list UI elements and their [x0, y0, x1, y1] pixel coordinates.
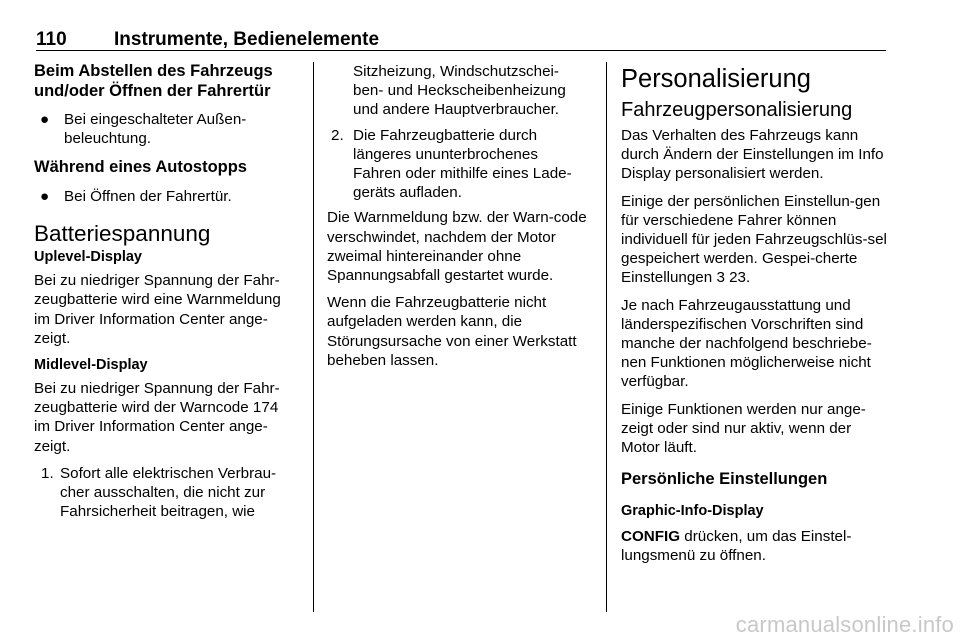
watermark: carmanualsonline.info [735, 612, 954, 637]
column-2 [327, 62, 589, 378]
heading-abstellen: Beim Abstellen des Fahrzeugs und/oder Öffnen der Fahrertür [34, 62, 273, 100]
column-divider-2 [606, 62, 607, 612]
step-number: 2. [331, 126, 344, 144]
heading-fahrzeugpersonalisierung: Fahrzeugpersonalisierung [621, 99, 853, 121]
config-key-label: CONFIG [621, 527, 681, 545]
list-item [34, 110, 296, 148]
paragraph-einstellungen [621, 192, 891, 288]
paragraph-intro: Das Verhalten des Fahrzeugs kann durch Ändern der Einstellungen im Info Display personalisiert werden. [621, 127, 884, 183]
list-item [34, 187, 296, 206]
bullet-icon: ● [40, 187, 50, 205]
bullet-text: Bei Öffnen der Fahrertür. [64, 187, 232, 205]
config-text: drücken, um das Einstel-lungsmenü zu öffnen. [621, 527, 852, 564]
column-divider-1 [313, 62, 314, 612]
list-item-continued [327, 62, 589, 120]
bullet-icon: ● [40, 111, 50, 128]
paragraph-uplevel: Bei zu niedriger Spannung der Fahr-zeugbatterie wird eine Warnmeldung im Driver Information Center ange-zeigt. [34, 272, 281, 347]
paragraph-warnmeldung: Die Warnmeldung bzw. der Warn-code verschwindet, nachdem der Motor zweimal hintereinander ohne Spannungsabfall gestartet wurde. [327, 209, 587, 285]
heading-autostopp: Während eines Autostopps [34, 158, 247, 177]
subheading-midlevel: Midlevel-Display [34, 356, 148, 373]
page-header [36, 30, 886, 50]
subheading-graphic-info-display: Graphic-Info-Display [621, 502, 764, 519]
paragraph-ausstattung: Je nach Fahrzeugausstattung und länderspezifischen Vorschriften sind manche der nachfolgend beschriebe-nen Funktionen möglicherweise nicht verfügbar. [621, 296, 872, 391]
list-item [327, 126, 589, 203]
bullet-text: Bei eingeschalteter Außen-beleuchtung. [64, 111, 247, 148]
paragraph-werkstatt: Wenn die Fahrzeugbatterie nicht aufgeladen werden kann, die Störungsursache von einer Werkstatt beheben lassen. [327, 294, 577, 369]
step-text: Die Fahrzeugbatterie durch längeres ununterbrochenes Fahren oder mithilfe eines Lade-geräts aufladen. [353, 126, 572, 202]
header-rule [36, 50, 886, 51]
subheading-uplevel: Uplevel-Display [34, 249, 142, 266]
paragraph-funktionen: Einige Funktionen werden nur ange-zeigt oder sind nur aktiv, wenn der Motor läuft. [621, 400, 866, 457]
list-item [34, 464, 296, 522]
page-title: Instrumente, Bedienelemente [114, 29, 380, 50]
heading-personalisierung: Personalisierung [621, 65, 811, 93]
paragraph-text: Einige der persönlichen Einstellun-gen für verschiedene Fahrer können individuell für jeden Fahrzeugschlüs-sel gespeichert werden. Gespei-cherte Einstellungen [621, 192, 887, 287]
paragraph-midlevel: Bei zu niedriger Spannung der Fahr-zeugbatterie wird der Warncode 174 im Driver Information Center ange-zeigt. [34, 379, 280, 455]
column-1 [34, 62, 296, 521]
step-number: 1. [41, 464, 54, 482]
step-text: Sofort alle elektrischen Verbrau-cher ausschalten, die nicht zur Fahrsicherheit beitragen, wie [60, 464, 277, 521]
page-number: 110 [36, 29, 67, 50]
step-text: Sitzheizung, Windschutzschei-ben- und Heckscheibenheizung und andere Hauptverbraucher. [353, 63, 566, 119]
heading-persoenliche-einstellungen: Persönliche Einstellungen [621, 470, 828, 489]
column-3 [621, 62, 891, 573]
heading-batteriespannung: Batteriespannung [34, 221, 211, 247]
page-reference-link[interactable]: 3 23. [716, 269, 751, 287]
paragraph-config [621, 527, 891, 565]
